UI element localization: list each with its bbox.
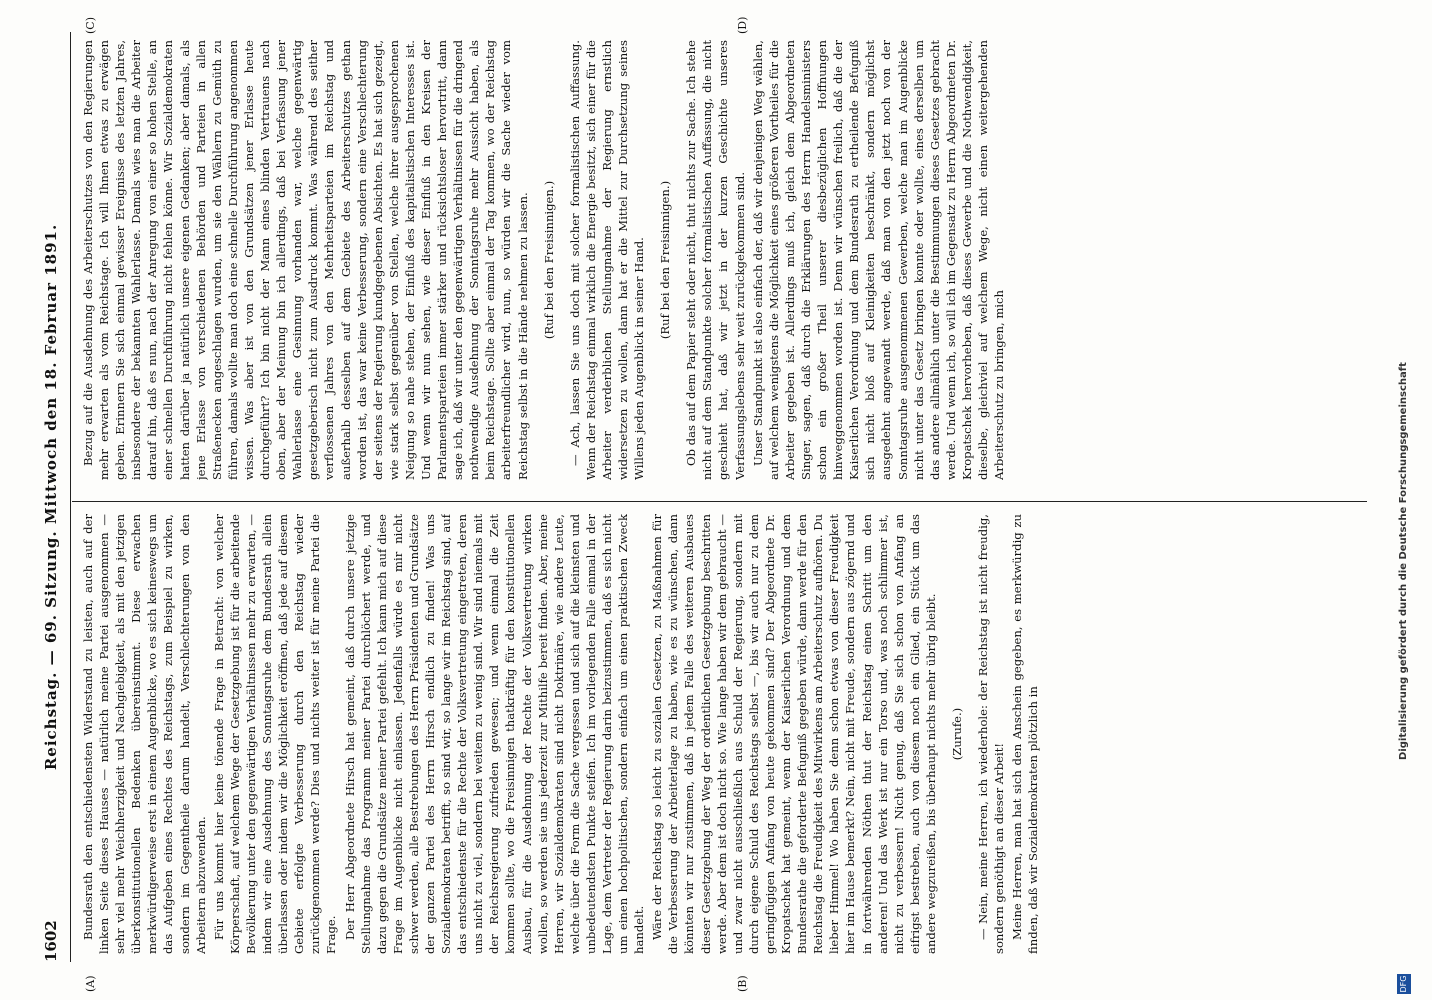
margin-marker-a: (A) [84, 975, 97, 992]
paragraph: Bundesrath den entschiedensten Widerstand zu leisten, auch auf der linken Seite dieses Hauses — natürlich meine Partei ausgenommen — sehr viel mehr Weichherzigkeit und Nachgiebigkeit, als mit den jetzigen überkonstitutionellen Bedenken übereinstimmt. Diese erwachen merkwürdigerweise erst in einem Augenblicke, wo es sich keineswegs um das Aufgeben eines Rechtes des Reichstags, zum Beispiel zu wirken, sondern im Gegentheile darum handelt, Verschlechterungen von den Arbeitern abzuwenden. [81, 514, 208, 954]
paragraph: Der Herr Abgeordnete Hirsch hat gemeint, daß durch unsere jetzige Stellungnahme das Programm meiner Partei durchlöchert werde, und dazu gegen die Grundsätze meiner Partei gefehlt. Ich kann mich auf diese Frage im Augenblicke nicht einlassen. Jedenfalls würde es mir nicht schwer werden, alle Bestrebungen des Herrn Präsidenten und Grundsätze der ganzen Partei des Herrn Hirsch endlich zu finden! Was uns Sozialdemokraten betrifft, so sind wir, so lange wir im Reichstag sind, auf das entschiedenste für die Rechte der Volksvertretung eingetreten, deren uns nicht zu viel, sondern bei weitem zu wenig sind. Wir sind niemals mit der Reichsregierung zufrieden gewesen; und wenn einmal die Zeit kommen sollte, wo die Freisinnigen thatkräftig für den konstitutionellen Ausbau, für die Ausdehnung der Rechte der Volksvertretung wirken wollen, so werden sie uns jederzeit zur Mithilfe bereit finden. Aber, meine Herren, wir Sozialdemokraten sind nicht Doktrinäre, wie andere Leute, welche über die Form die Sache vergessen und sich auf die kleinsten und unbedeutendsten Punkte steifen. Ich im vorliegenden Falle einmal in der Lage, dem Vertreter der Regierung darin beizustimmen, daß es sich nicht um einen hochpolitischen, sondern einfach um einen praktischen Zweck handelt. [342, 514, 647, 954]
header-rule [70, 32, 71, 962]
paragraph: Für uns kommt hier keine tönende Frage in Betracht: von welcher Körperschaft, auf welchem Wege der Gesetzgebung ist für die arbeitende Bevölkerung unter den gegenwärtigen Verhältnissen mehr zu erwarten, — indem wir eine Ausdehnung des Sonntagsruhe dem Bundesrath allein überlassen oder indem wir die Möglichkeit eröffnen, daß jede auf diesem Gebiete erfolgte Verbesserung durch den Reichstag wieder zurückgenommen werde? Dies und nichts weiter ist für meine Partei die Frage. [211, 514, 339, 954]
paragraph: Ob das auf dem Papier steht oder nicht, thut nichts zur Sache. Ich stehe nicht auf dem Standpunkte solcher formalistischen Auffassung, die nicht geschieht hat, daß wir jetzt in der kurzen Geschichte unseres Verfassungslebens sehr weit zurückgekommen sind. [684, 40, 747, 480]
left-text-column [80, 514, 1370, 954]
page-number: 1602 [42, 920, 60, 962]
paragraph: — Nein, meine Herren, ich wiederhole: der Reichstag ist nicht freudig, sondern genöthigt an dieser Arbeit! [976, 514, 1007, 954]
margin-marker-c: (C) [84, 17, 97, 34]
interjection: (Ruf bei den Freisinnigen.) [541, 180, 556, 340]
paragraph: Unser Standpunkt ist also einfach der, daß wir denjenigen Weg wählen, auf welchem wenigstens die Möglichkeit eines größeren Vortheiles für die Arbeiter gegeben ist. Allerdings muß ich, gleich dem Abgeordneten Singer, sagen, daß durch die Erklärungen des Herrn Handelsministers schon ein großer Theil unserer diesbezüglichen Hoffnungen hinweggenommen worden ist. Denn wir wünschen freilich, daß die der Kaiserlichen Verordnung und dem Bundesrath zu ertheilende Befugniß sich nicht bloß auf Kleinigkeiten beschränkt, sondern möglichst ausgedehnt angewandt werde, daß man von den jetzt noch von der Sonntagsruhe ausgenommenen Gewerben, welche man im Augenblicke nicht unter das Gesetz bringen konnte oder wollte, eines derselben um das andere allmählich unter die Bestimmungen dieses Gesetzes gebracht werde. Und wenn ich, so will ich im Gegensatz zu Herrn Abgeordneten Dr. Kropatschek hervorheben, daß dieses Gewerbe und die Nothwendigkeit, dieselbe, gleichviel auf welchem Wege, nicht einen weitergehenden Arbeiterschutz zu bringen, mich [750, 40, 1007, 480]
margin-marker-d: (D) [736, 16, 749, 34]
digitization-note: Digitalisierung gefördert durch die Deutsche Forschungsgemeinschaft [1398, 362, 1409, 760]
paragraph: — Ach, lassen Sie uns doch mit solcher formalistischen Auffassung. Wenn der Reichstag einmal wirklich die Energie besitzt, sich einer für die Arbeiter verderblichen Stellungnahme der Regierung ernstlich widersetzen zu wollen, dann hat er die Mittel zur Durchsetzung seines Willens jeden Augenblick in seiner Hand. [567, 40, 647, 480]
paragraph: Meine Herren, man hat sich den Anschein gegeben, es merkwürdig zu finden, daß wir Sozialdemokraten plötzlich in [1010, 514, 1041, 954]
paragraph: Bezug auf die Ausdehnung des Arbeiterschutzes von den Regierungen mehr erwarten als vom Reichstage. Ich will Ihnen etwas zu erwägen geben. Erinnern Sie sich einmal gewisser Ereignisse des letzten Jahres, insbesondere der bekannten Wahlerlasse. Damals wies man die Arbeiter darauf hin, daß es nun, nach der Anregung von einer so hohen Stelle, an einer schnellen Durchführung nicht fehlen könne. Wir Sozialdemokraten hatten darüber ja natürlich unsere eigenen Gedanken; aber damals, als jene Erlasse von verschiedenen Behörden und Parteien in allen Straßenecken angeschlagen wurden, um sie den Wählern zu Gemüth zu führen, damals wollte man doch eine schnelle Durchführung angenommen wissen. Was aber ist von den Grundsätzen jener Erlasse heute durchgeführt? Ich bin nicht der Mann eines blinden Vertrauens nach oben, aber der Meinung bin ich allerdings, daß bei Verfassung jener Wahlerlasse eine Gesinnung vorhanden war, welche gegenwärtig gesetzgeberisch nicht zum Ausdruck kommt. Was während des seither verflossenen Jahres von den Mehrheitsparteien im Reichstag und außerhalb desselben auf dem Gebiete des Arbeiterschutzes gethan worden ist, das war keine Verbesserung, sondern eine Verschlechterung der seitens der Regierung kundgegebenen Absichten. Es hat sich gezeigt, wie stark selbst gegenüber von Stellen, welche ihrer ausgesprochenen Neigung so nahe stehen, der Einfluß des kapitalistischen Interesses ist. Und wenn wir nun sehen, wie dieser Einfluß in den Kreisen der Parlamentsparteien immer stärker und rücksichtsloser hervortritt, dann sage ich, daß wir unter den gegenwärtigen Verhältnissen für die dringend nothwendige Ausdehnung der Sonntagsruhe mehr Aussicht haben, als beim Reichstage. Sollte aber einmal der Tag kommen, wo der Reichstag arbeiterfreundlicher wird, nun, so würden wir die Sache wieder vom Reichstag selbst in die Hände nehmen zu lassen. [81, 40, 530, 480]
running-title: Reichstag. — 69. Sitzung. Mittwoch den 18. Februar 1891. [42, 223, 60, 771]
right-text-column [80, 40, 1370, 480]
margin-marker-b: (B) [736, 975, 749, 992]
interjection: (Ruf bei den Freisinnigen.) [658, 180, 673, 340]
dfg-logo: DFG [1397, 974, 1411, 994]
paragraph: Wäre der Reichstag so leicht zu sozialen Gesetzen, zu Maßnahmen für die Verbesserung der Arbeiterlage zu haben, wie es zu wünschen, dann könnten wir nur zustimmen, daß in jedem Falle des weiteren Ausbaues dieser Gesetzgebung der Weg der ordentlichen Gesetzgebung beschritten werde. Aber dem ist doch nicht so. Wie lange haben wir dem gebraucht — und zwar nicht ausschließlich aus Schuld der Regierung, sondern mit durch eigene Schuld des Reichstags selbst —, bis wir auch nur zu dem geringfügigen Anfang von heute gekommen sind? Der Abgeordnete Dr. Kropatschek hat gemeint, wenn der Kaiserlichen Verordnung und dem Bundesrathe die geforderte Befugniß gegeben würde, dann werde für den Reichstag die Freudigkeit des Mitwirkens am Arbeiterschutz aufhören. Du lieber Himmel! Wo haben Sie denn schon etwas von dieser Freudigkeit hier im Hause bemerkt? Nein, nicht mit Freude, sondern aus zögernd und in fortwährenden Nöthen thut der Reichstag einen Schritt um den anderen! Und das Werk ist nur ein Torso und, was noch schlimmer ist, nicht zu verbessern! Nicht genug, daß Sie sich schon von Anfang an eifrigst bestreben, auch von diesem noch ein Glied, ein Stück um das andere wegzureißen, bis überhaupt nichts mehr übrig bleibt. [650, 514, 938, 954]
page-header [40, 32, 66, 962]
column-divider [72, 501, 1367, 502]
interjection: (Zurufe.) [949, 707, 964, 761]
